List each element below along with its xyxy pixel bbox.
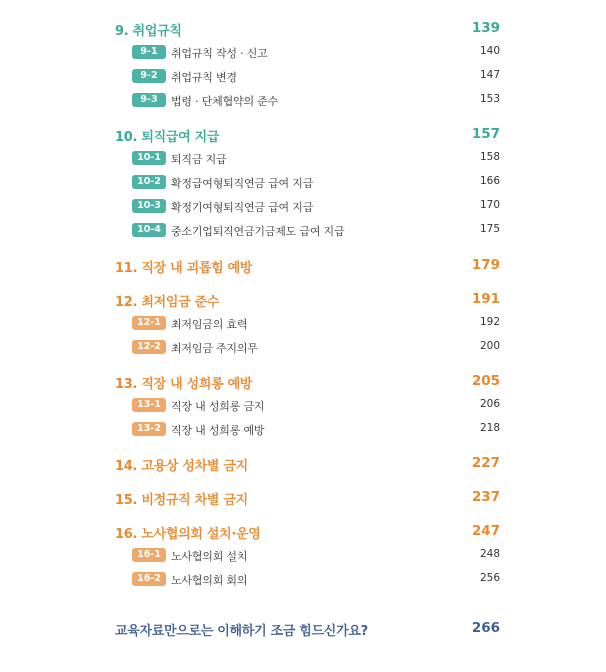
chapter-page: 179 [471, 257, 500, 273]
section-badge: 10-3 [132, 199, 166, 213]
chapter-title: 10. 퇴직급여 지급 [115, 130, 220, 145]
section-badge: 10-1 [132, 151, 166, 165]
section-title: 퇴직금 지급 [171, 153, 227, 166]
chapter-page: 227 [471, 455, 500, 471]
chapter-title: 12. 최저임금 준수 [115, 295, 220, 310]
section-title: 확정급여형퇴직연금 급여 지급 [171, 177, 314, 190]
section-page: 158 [479, 151, 500, 163]
section-badge: 13-1 [132, 398, 166, 412]
section-badge: 10-4 [132, 223, 166, 237]
chapter-title: 13. 직장 내 성희롱 예방 [115, 377, 253, 392]
section-title: 취업규칙 작성 · 신고 [171, 47, 268, 60]
chapter-page: 205 [471, 373, 500, 389]
section-title: 직장 내 성희롱 금지 [171, 400, 265, 413]
chapter-page: 139 [471, 20, 500, 36]
section-badge: 12-2 [132, 340, 166, 354]
section-page: 206 [479, 398, 500, 410]
section-badge: 16-2 [132, 572, 166, 586]
section-badge: 9-3 [132, 93, 166, 107]
chapter-title: 9. 취업규칙 [115, 24, 182, 39]
section-page: 200 [479, 340, 500, 352]
chapter-page: 157 [471, 126, 500, 142]
chapter-page: 191 [471, 291, 500, 307]
chapter-title: 14. 고용상 성차별 금지 [115, 459, 248, 474]
chapter-title: 11. 직장 내 괴롭힘 예방 [115, 261, 253, 276]
section-badge: 10-2 [132, 175, 166, 189]
section-page: 166 [479, 175, 500, 187]
section-title: 최저임금 주지의무 [171, 342, 258, 355]
section-page: 218 [479, 422, 500, 434]
chapter-page: 247 [471, 523, 500, 539]
section-page: 170 [479, 199, 500, 211]
chapter-title: 15. 비정규직 차별 금지 [115, 493, 248, 508]
section-page: 256 [479, 572, 500, 584]
section-title: 취업규칙 변경 [171, 71, 237, 84]
section-page: 147 [479, 69, 500, 81]
section-badge: 13-2 [132, 422, 166, 436]
section-badge: 9-1 [132, 45, 166, 59]
section-page: 192 [479, 316, 500, 328]
section-badge: 9-2 [132, 69, 166, 83]
section-page: 175 [479, 223, 500, 235]
chapter-title: 16. 노사협의회 설치·운영 [115, 527, 261, 542]
section-title: 직장 내 성희롱 예방 [171, 424, 265, 437]
footer-page: 266 [471, 620, 500, 636]
section-page: 140 [479, 45, 500, 57]
section-page: 153 [479, 93, 500, 105]
section-title: 확정기여형퇴직연금 급여 지급 [171, 201, 314, 214]
section-page: 248 [479, 548, 500, 560]
section-badge: 12-1 [132, 316, 166, 330]
section-title: 최저임금의 효력 [171, 318, 248, 331]
footer-title: 교육자료만으로는 이해하기 조금 힘드신가요? [115, 624, 368, 639]
section-title: 법령 · 단체협약의 준수 [171, 95, 279, 108]
chapter-page: 237 [471, 489, 500, 505]
section-title: 노사협의회 설치 [171, 550, 248, 563]
section-title: 노사협의회 회의 [171, 574, 248, 587]
section-title: 중소기업퇴직연금기금제도 급여 지급 [171, 225, 345, 238]
section-badge: 16-1 [132, 548, 166, 562]
